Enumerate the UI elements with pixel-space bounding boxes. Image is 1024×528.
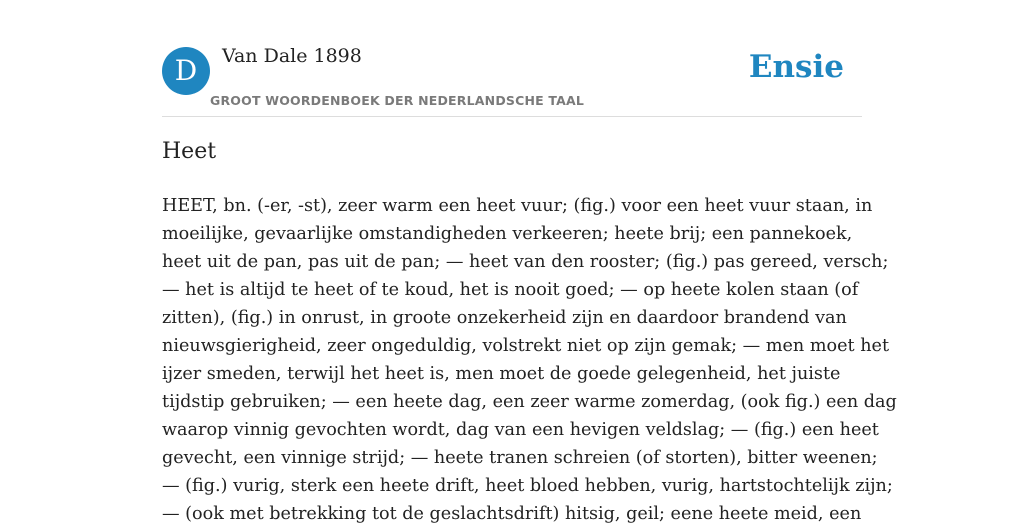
- definition-line: — het is altijd te heet of te koud, het is nooit goed; — op heete kolen staan (of: [162, 280, 859, 300]
- definition-line: heet uit de pan, pas uit de pan; — heet van den rooster; (fig.) pas gereed, versch;: [162, 252, 889, 272]
- definition-line: HEET, bn. (-er, -st), zeer warm een heet vuur; (fig.) voor een heet vuur staan, in: [162, 196, 873, 216]
- dictionary-header: [162, 0, 862, 117]
- definition-line: moeilijke, gevaarlijke omstandigheden verkeeren; heete brij; een pannekoek,: [162, 224, 853, 244]
- definition-line: tijdstip gebruiken; — een heete dag, een zeer warme zomerdag, (ook fig.) een dag: [162, 392, 897, 412]
- dictionary-title[interactable]: Van Dale 1898: [222, 45, 362, 67]
- entry-definition: [162, 192, 897, 528]
- dictionary-logo[interactable]: D: [162, 47, 210, 95]
- definition-line: gevecht, een vinnige strijd; — heete tranen schreien (of storten), bitter weenen;: [162, 448, 878, 468]
- definition-line: waarop vinnig gevochten wordt, dag van een hevigen veldslag; — (fig.) een heet: [162, 420, 879, 440]
- definition-line: nieuwsgierigheid, zeer ongeduldig, volstrekt niet op zijn gemak; — men moet het: [162, 336, 890, 356]
- definition-line: zitten), (fig.) in onrust, in groote onzekerheid zijn en daardoor brandend van: [162, 308, 847, 328]
- entry-headword: Heet: [162, 139, 217, 164]
- definition-line: — (fig.) vurig, sterk een heete drift, heet bloed hebben, vurig, hartstochtelijk zijn;: [162, 476, 893, 496]
- definition-line: — (ook met betrekking tot de geslachtsdrift) hitsig, geil; eene heete meid, een: [162, 504, 862, 524]
- ensie-logo[interactable]: Ensie: [748, 49, 844, 85]
- definition-line: ijzer smeden, terwijl het heet is, men moet de goede gelegenheid, het juiste: [162, 364, 841, 384]
- dictionary-subtitle: GROOT WOORDENBOEK DER NEDERLANDSCHE TAAL: [210, 93, 585, 108]
